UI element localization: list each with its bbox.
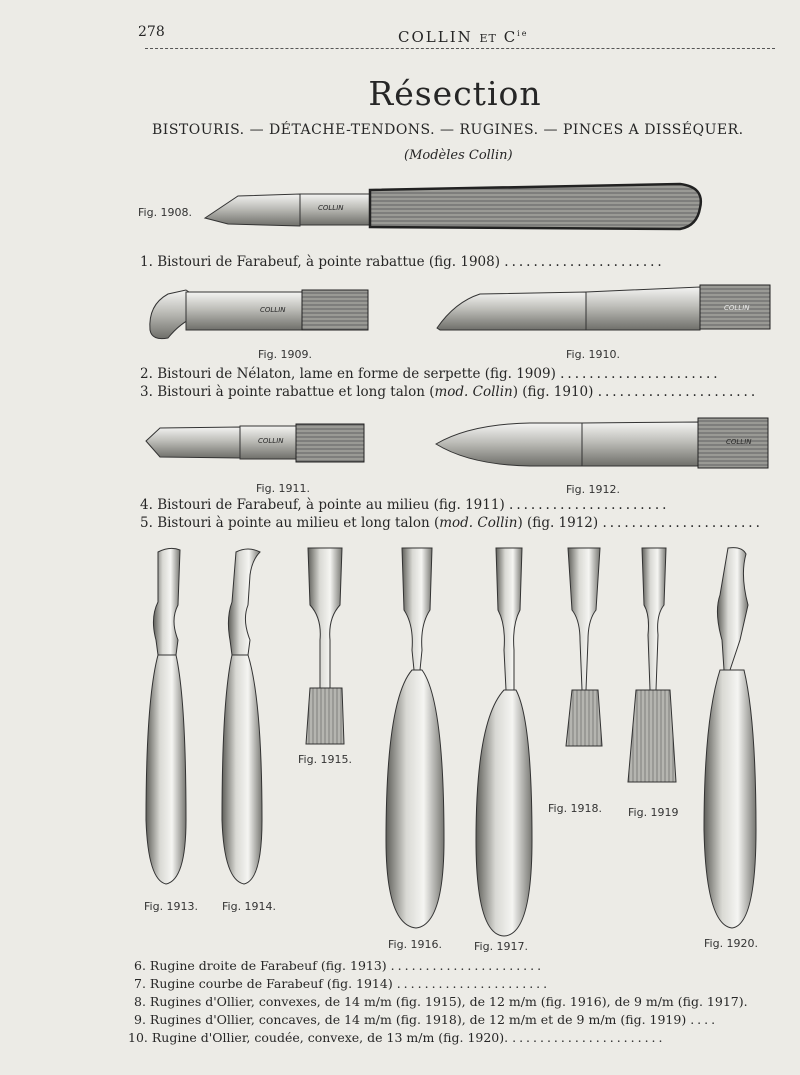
item-text: Rugine d'Ollier, coudée, convexe, de 13 m/m (fig. 1920).	[151, 1030, 509, 1045]
scalpel-1909-illustration	[150, 290, 368, 339]
list-item	[134, 1012, 718, 1027]
list-item	[140, 497, 669, 513]
dot-leader: ......................	[509, 497, 670, 513]
dot-leader: ......................	[602, 515, 763, 531]
item-italic: mod. Collin	[434, 384, 513, 400]
list-item	[134, 958, 544, 973]
raspatory-1913-illustration	[146, 548, 186, 884]
item-text: Rugines d'Ollier, convexes, de 14 m/m (fig. 1915), de 12 m/m (fig. 1916), de 9 m/m (fig. 1917).	[149, 994, 748, 1009]
raspatory-1916-illustration	[386, 548, 444, 928]
dot-leader: ......................	[597, 384, 759, 400]
stamp-1910: COLLIN	[724, 304, 750, 312]
raspatory-1918-illustration	[566, 548, 602, 746]
list-item	[134, 976, 550, 991]
brand-sup: ie	[517, 29, 529, 38]
caption-fig-1918: Fig. 1918.	[548, 802, 603, 815]
header-rule	[145, 48, 775, 49]
list-item	[128, 1030, 666, 1045]
raspatory-1915-illustration	[306, 548, 344, 744]
dot-leader: ......................	[560, 366, 721, 382]
brand-main: COLLIN	[398, 28, 473, 46]
page-title: Résection	[368, 74, 542, 113]
section-subtitle: BISTOURIS. — DÉTACHE-TENDONS. — RUGINES. — PINCES A DISSÉQUER.	[152, 122, 744, 138]
dot-leader-short: ....	[690, 1012, 719, 1027]
caption-fig-1916: Fig. 1916.	[388, 938, 443, 951]
caption-fig-1914: Fig. 1914.	[222, 900, 277, 913]
item-text: Bistouri à pointe au milieu et long talon (	[157, 515, 440, 531]
stamp-1911: COLLIN	[258, 437, 284, 445]
list-item	[134, 994, 748, 1009]
raspatory-1917-illustration	[476, 548, 532, 936]
caption-fig-1911: Fig. 1911.	[256, 482, 311, 495]
item-number: 4.	[140, 497, 153, 513]
list-item	[140, 384, 758, 400]
page-number: 278	[138, 24, 165, 40]
list-item	[140, 366, 721, 382]
dot-leader: ......................	[390, 958, 545, 973]
item-number: 8.	[134, 994, 146, 1009]
raspatory-1919-illustration	[628, 548, 676, 782]
raspatory-1920-illustration	[704, 548, 756, 928]
item-number: 2.	[140, 366, 153, 382]
item-number: 9.	[134, 1012, 146, 1027]
caption-fig-1919: Fig. 1919	[628, 806, 679, 819]
item-text: Bistouri de Nélaton, lame en forme de serpette (fig. 1909)	[157, 366, 556, 382]
item-text: Rugine droite de Farabeuf (fig. 1913)	[149, 958, 387, 973]
caption-fig-1909: Fig. 1909.	[258, 348, 313, 361]
caption-fig-1910: Fig. 1910.	[566, 348, 621, 361]
item-text-end: ) (fig. 1912)	[517, 515, 599, 531]
item-italic: mod. Collin	[439, 515, 518, 531]
scalpel-1908-illustration	[205, 184, 701, 229]
caption-fig-1913: Fig. 1913.	[144, 900, 199, 913]
dot-leader: ......................	[396, 976, 551, 991]
item-number: 10.	[128, 1030, 148, 1045]
stamp-1912: COLLIN	[726, 438, 752, 446]
scalpel-1912-illustration	[436, 418, 768, 468]
caption-fig-1917: Fig. 1917.	[474, 940, 529, 953]
item-text: Bistouri de Farabeuf, à pointe au milieu (fig. 1911)	[157, 497, 505, 513]
item-text: Bistouri de Farabeuf, à pointe rabattue (fig. 1908)	[157, 254, 500, 270]
list-item	[140, 254, 665, 270]
item-text-end: ) (fig. 1910)	[512, 384, 594, 400]
item-number: 3.	[140, 384, 153, 400]
models-note: (Modèles Collin)	[404, 148, 513, 163]
caption-fig-1912: Fig. 1912.	[566, 483, 621, 496]
item-text: Rugine courbe de Farabeuf (fig. 1914)	[149, 976, 393, 991]
scalpel-1910-illustration	[437, 285, 770, 330]
item-number: 6.	[134, 958, 146, 973]
item-number: 5.	[140, 515, 153, 531]
running-header	[398, 28, 528, 46]
dot-leader: ......................	[512, 1030, 666, 1045]
item-text: Rugines d'Ollier, concaves, de 14 m/m (fig. 1918), de 12 m/m et de 9 m/m (fig. 1919)	[149, 1012, 687, 1027]
raspatory-1914-illustration	[222, 549, 262, 884]
brand-et: ET	[479, 32, 497, 45]
stamp-1908: COLLIN	[318, 204, 344, 212]
dot-leader: ......................	[504, 254, 665, 270]
item-number: 7.	[134, 976, 146, 991]
scalpel-1911-illustration	[146, 424, 364, 462]
item-text: Bistouri à pointe rabattue et long talon (	[157, 384, 435, 400]
stamp-1909: COLLIN	[260, 306, 286, 314]
caption-fig-1920: Fig. 1920.	[704, 937, 759, 950]
brand-co: C	[503, 28, 518, 46]
list-item	[140, 515, 763, 531]
caption-fig-1908: Fig. 1908.	[138, 206, 193, 219]
item-number: 1.	[140, 254, 153, 270]
caption-fig-1915: Fig. 1915.	[298, 753, 353, 766]
